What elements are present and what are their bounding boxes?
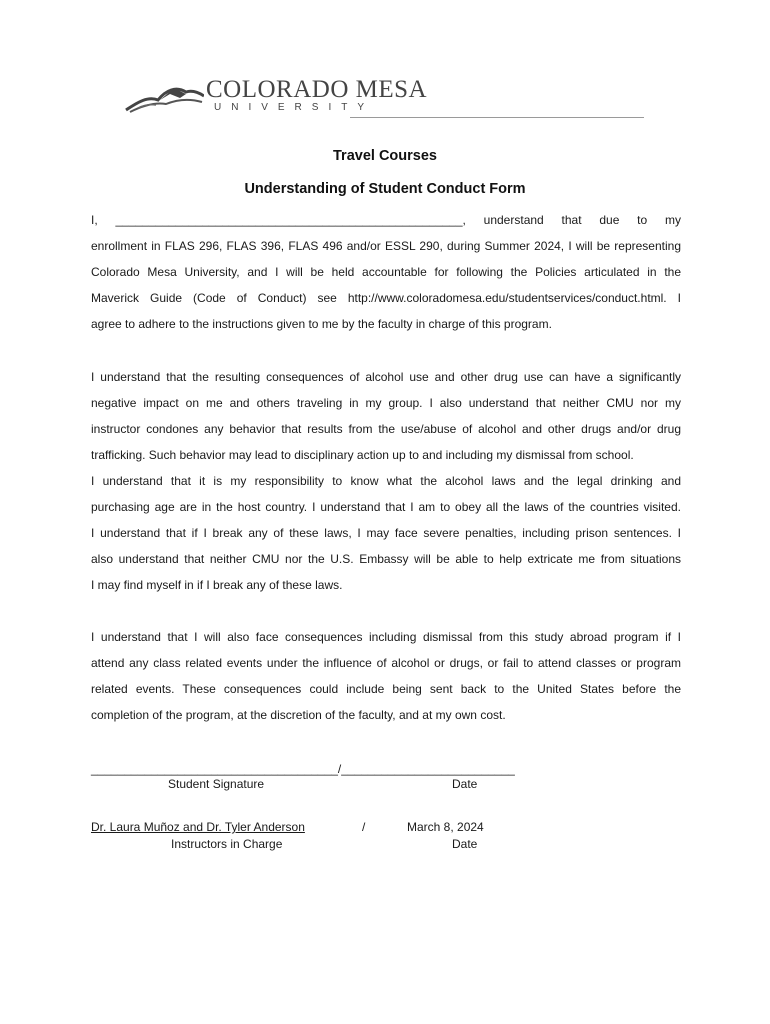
text-line: enrollment in FLAS 296, FLAS 396, FLAS 496 and/or ESSL 290, during Summer 2024, I will be representing xyxy=(91,239,681,253)
university-header xyxy=(124,74,645,120)
text-line: I may find myself in if I break any of these laws. xyxy=(91,578,343,592)
form-title: Understanding of Student Conduct Form xyxy=(244,181,526,197)
text-line: completion of the program, at the discretion of the faculty, and at my own cost. xyxy=(91,708,506,722)
text-line: agree to adhere to the instructions given to me by the faculty in charge of this program. xyxy=(91,317,552,331)
instructor-slash: / xyxy=(362,820,366,834)
date-label: Date xyxy=(452,777,478,791)
text-line: Maverick Guide (Code of Conduct) see http://www.coloradomesa.edu/studentservices/conduct.html. I xyxy=(91,291,681,305)
instructor-signature-line xyxy=(91,820,543,836)
text-line: trafficking. Such behavior may lead to disciplinary action up to and including my dismissal from school. xyxy=(91,448,634,462)
consequences-paragraph xyxy=(91,624,681,728)
text-line: instructor condones any behavior that results from the use/abuse of alcohol and other drugs and/or drug xyxy=(91,422,681,436)
text-line: attend any class related events under the influence of alcohol or drugs, or fail to attend classes or program xyxy=(91,656,681,670)
instructor-names: Dr. Laura Muñoz and Dr. Tyler Anderson xyxy=(91,820,305,834)
header-divider xyxy=(350,117,644,118)
instructors-label: Instructors in Charge xyxy=(171,837,283,851)
logo-subtitle: UNIVERSITY xyxy=(214,102,375,113)
instructor-date-label: Date xyxy=(452,837,478,851)
text-line: I understand that if I break any of these laws, I may face severe penalties, including prison sentences. I xyxy=(91,526,681,540)
text-line: I understand that it is my responsibility to know what the alcohol laws and the legal drinking and xyxy=(91,474,681,488)
agreement-paragraph xyxy=(91,207,681,337)
student-signature-label: Student Signature xyxy=(168,777,265,791)
alcohol-policy-paragraph xyxy=(91,364,681,598)
text-line: I understand that I will also face consequences including dismissal from this study abroad program if I xyxy=(91,630,681,644)
text-line: Colorado Mesa University, and I will be held accountable for following the Policies articulated in the xyxy=(91,265,681,279)
text-line: also understand that neither CMU nor the U.S. Embassy will be able to help extricate me from situations xyxy=(91,552,681,566)
text-line: purchasing age are in the host country. I understand that I am to obey all the laws of the countries visited. xyxy=(91,500,681,514)
text-line: related events. These consequences could include being sent back to the United States before the xyxy=(91,682,681,696)
text-line: I understand that the resulting consequences of alcohol use and other drug use can have a significantly xyxy=(91,370,681,384)
document-title: Travel Courses xyxy=(333,148,437,164)
text-line: I, ____________________________________________________, understand that due to my xyxy=(91,213,681,227)
mountain-logo-icon xyxy=(124,80,204,114)
student-signature-field[interactable]: _____________________________________/__________________________ xyxy=(91,762,515,776)
instructor-date: March 8, 2024 xyxy=(407,820,484,834)
text-line: negative impact on me and others traveling in my group. I also understand that neither CMU nor my xyxy=(91,396,681,410)
logo-wordmark: COLORADO MESA xyxy=(206,76,428,103)
